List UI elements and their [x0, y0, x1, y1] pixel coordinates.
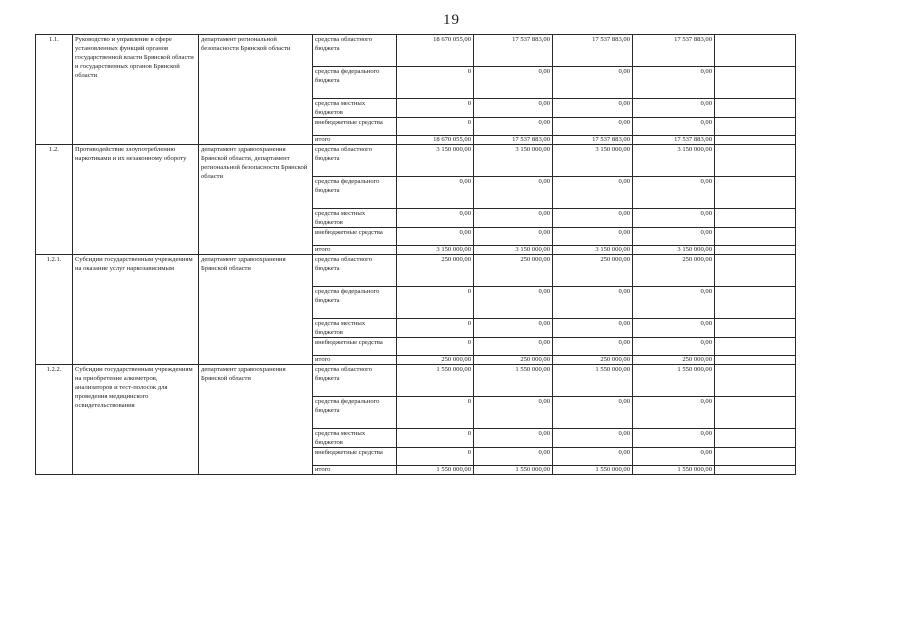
amount-cell: 0 — [397, 429, 474, 448]
amount-cell: 17 537 883,00 — [633, 35, 715, 67]
item-number: 1.2. — [36, 145, 73, 255]
amount-cell: 18 670 055,00 — [397, 136, 474, 145]
amount-cell: 18 670 055,00 — [397, 35, 474, 67]
amount-cell: 0,00 — [474, 338, 553, 356]
amount-cell: 0,00 — [474, 118, 553, 136]
amount-cell: 250 000,00 — [553, 356, 633, 365]
amount-cell: 0,00 — [633, 209, 715, 228]
amount-cell: 250 000,00 — [553, 255, 633, 287]
amount-cell: 0,00 — [553, 228, 633, 246]
amount-cell: 1 550 000,00 — [553, 466, 633, 475]
amount-cell: 250 000,00 — [633, 255, 715, 287]
amount-cell: 17 537 883,00 — [633, 136, 715, 145]
amount-cell: 0,00 — [397, 228, 474, 246]
empty-cell — [715, 397, 796, 429]
item-number: 1.2.2. — [36, 365, 73, 475]
empty-cell — [715, 429, 796, 448]
amount-cell: 3 150 000,00 — [553, 145, 633, 177]
amount-cell: 0,00 — [553, 209, 633, 228]
amount-cell: 0,00 — [633, 397, 715, 429]
table-row — [36, 255, 796, 287]
funding-source: средства областного бюджета — [313, 365, 397, 397]
funding-source: средства областного бюджета — [313, 35, 397, 67]
amount-cell: 0,00 — [633, 338, 715, 356]
amount-cell: 1 550 000,00 — [474, 365, 553, 397]
amount-cell: 0 — [397, 448, 474, 466]
amount-cell: 250 000,00 — [397, 356, 474, 365]
amount-cell: 0,00 — [397, 209, 474, 228]
empty-cell — [715, 338, 796, 356]
item-name: Противодействие злоупотреблению наркотиками и их незаконному обороту — [73, 145, 199, 255]
amount-cell: 0,00 — [553, 287, 633, 319]
table-row — [36, 145, 796, 177]
empty-cell — [715, 466, 796, 475]
funding-source: внебюджетные средства — [313, 228, 397, 246]
amount-cell: 0,00 — [633, 448, 715, 466]
empty-cell — [715, 246, 796, 255]
amount-cell: 0,00 — [553, 429, 633, 448]
amount-cell: 1 550 000,00 — [474, 466, 553, 475]
amount-cell: 0,00 — [553, 338, 633, 356]
amount-cell: 0,00 — [553, 177, 633, 209]
amount-cell: 0 — [397, 67, 474, 99]
amount-cell: 0,00 — [633, 67, 715, 99]
amount-cell: 250 000,00 — [633, 356, 715, 365]
amount-cell: 17 537 883,00 — [553, 136, 633, 145]
funding-source: средства федерального бюджета — [313, 177, 397, 209]
item-executor: департамент региональной безопасности Брянской области — [199, 35, 313, 145]
funding-source: итого — [313, 136, 397, 145]
funding-source: внебюджетные средства — [313, 448, 397, 466]
amount-cell: 0,00 — [397, 177, 474, 209]
amount-cell: 0,00 — [553, 448, 633, 466]
amount-cell: 17 537 883,00 — [474, 136, 553, 145]
amount-cell: 0,00 — [553, 319, 633, 338]
funding-source: итого — [313, 356, 397, 365]
amount-cell: 3 150 000,00 — [397, 246, 474, 255]
amount-cell: 3 150 000,00 — [633, 246, 715, 255]
amount-cell: 0,00 — [633, 287, 715, 319]
amount-cell: 0,00 — [474, 397, 553, 429]
table-row — [36, 365, 796, 397]
amount-cell: 0,00 — [474, 67, 553, 99]
page-number: 19 — [443, 12, 460, 28]
empty-cell — [715, 118, 796, 136]
amount-cell: 0,00 — [553, 397, 633, 429]
table-row — [36, 35, 796, 67]
amount-cell: 0 — [397, 99, 474, 118]
funding-source: итого — [313, 466, 397, 475]
amount-cell: 1 550 000,00 — [397, 365, 474, 397]
empty-cell — [715, 67, 796, 99]
amount-cell: 0,00 — [474, 429, 553, 448]
amount-cell: 0,00 — [474, 99, 553, 118]
amount-cell: 0,00 — [474, 209, 553, 228]
amount-cell: 1 550 000,00 — [633, 365, 715, 397]
amount-cell: 0,00 — [633, 99, 715, 118]
empty-cell — [715, 319, 796, 338]
funding-source: средства федерального бюджета — [313, 397, 397, 429]
empty-cell — [715, 209, 796, 228]
item-executor: департамент здравоохранения Брянской области — [199, 365, 313, 475]
amount-cell: 0 — [397, 338, 474, 356]
empty-cell — [715, 136, 796, 145]
amount-cell: 0,00 — [553, 99, 633, 118]
amount-cell: 0,00 — [553, 118, 633, 136]
amount-cell: 0,00 — [633, 118, 715, 136]
amount-cell: 0,00 — [474, 287, 553, 319]
funding-source: средства федерального бюджета — [313, 67, 397, 99]
amount-cell: 3 150 000,00 — [474, 246, 553, 255]
amount-cell: 1 550 000,00 — [633, 466, 715, 475]
amount-cell: 0,00 — [553, 67, 633, 99]
funding-source: средства местных бюджетов — [313, 319, 397, 338]
empty-cell — [715, 99, 796, 118]
empty-cell — [715, 365, 796, 397]
amount-cell: 3 150 000,00 — [633, 145, 715, 177]
amount-cell: 0,00 — [633, 228, 715, 246]
amount-cell: 3 150 000,00 — [474, 145, 553, 177]
amount-cell: 17 537 883,00 — [474, 35, 553, 67]
amount-cell: 0,00 — [633, 177, 715, 209]
amount-cell: 0,00 — [474, 319, 553, 338]
amount-cell: 1 550 000,00 — [397, 466, 474, 475]
amount-cell: 0,00 — [474, 448, 553, 466]
empty-cell — [715, 35, 796, 67]
empty-cell — [715, 287, 796, 319]
budget-table — [35, 34, 796, 475]
item-executor: департамент здравоохранения Брянской области, департамент региональной безопасности Брянской области — [199, 145, 313, 255]
funding-source: внебюджетные средства — [313, 338, 397, 356]
amount-cell: 250 000,00 — [397, 255, 474, 287]
funding-source: средства местных бюджетов — [313, 429, 397, 448]
amount-cell: 0,00 — [474, 177, 553, 209]
amount-cell: 0 — [397, 397, 474, 429]
item-name: Руководство и управление в сфере установленных функций органов государственной власти Брянской области и государственных органов Брянской области — [73, 35, 199, 145]
budget-table-body — [36, 35, 796, 475]
funding-source: средства федерального бюджета — [313, 287, 397, 319]
amount-cell: 250 000,00 — [474, 356, 553, 365]
empty-cell — [715, 177, 796, 209]
item-executor: департамент здравоохранения Брянской области — [199, 255, 313, 365]
amount-cell: 0,00 — [633, 319, 715, 338]
amount-cell: 0,00 — [474, 228, 553, 246]
empty-cell — [715, 448, 796, 466]
funding-source: итого — [313, 246, 397, 255]
item-number: 1.1. — [36, 35, 73, 145]
amount-cell: 1 550 000,00 — [553, 365, 633, 397]
amount-cell: 0 — [397, 287, 474, 319]
amount-cell: 0 — [397, 118, 474, 136]
amount-cell: 3 150 000,00 — [553, 246, 633, 255]
funding-source: средства областного бюджета — [313, 255, 397, 287]
empty-cell — [715, 356, 796, 365]
funding-source: внебюджетные средства — [313, 118, 397, 136]
amount-cell: 3 150 000,00 — [397, 145, 474, 177]
funding-source: средства местных бюджетов — [313, 209, 397, 228]
item-number: 1.2.1. — [36, 255, 73, 365]
amount-cell: 0 — [397, 319, 474, 338]
empty-cell — [715, 145, 796, 177]
amount-cell: 0,00 — [633, 429, 715, 448]
funding-source: средства местных бюджетов — [313, 99, 397, 118]
amount-cell: 17 537 883,00 — [553, 35, 633, 67]
empty-cell — [715, 255, 796, 287]
amount-cell: 250 000,00 — [474, 255, 553, 287]
empty-cell — [715, 228, 796, 246]
item-name: Субсидии государственным учреждениям на приобретение алкометров, анализаторов и тест-полосок для проведения медицинского освидетельствования — [73, 365, 199, 475]
funding-source: средства областного бюджета — [313, 145, 397, 177]
item-name: Субсидии государственным учреждениям на оказание услуг наркозависимым — [73, 255, 199, 365]
